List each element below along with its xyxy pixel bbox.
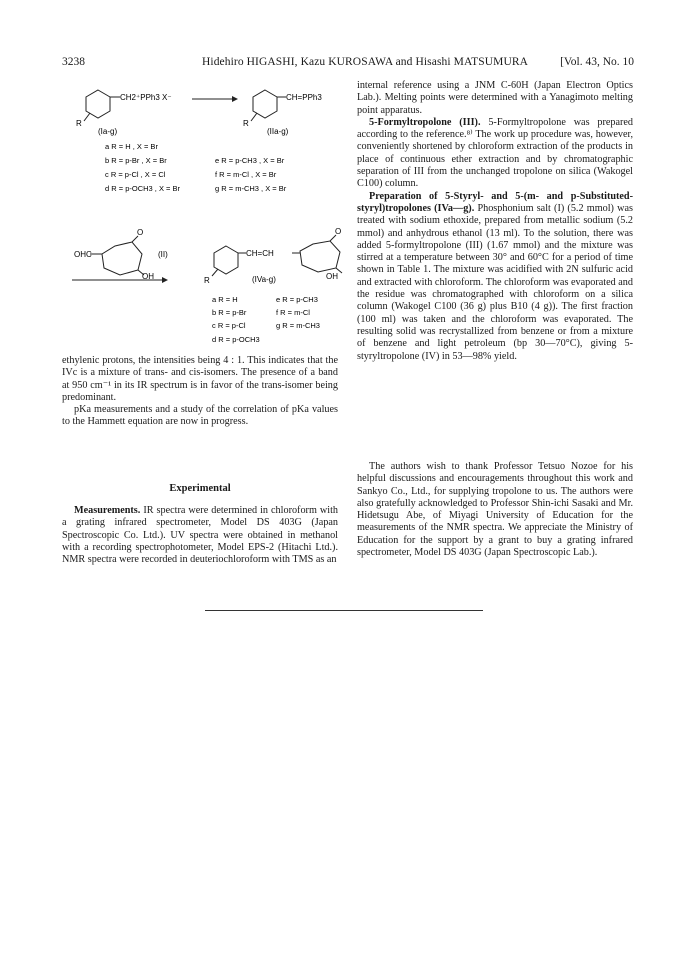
page-number: 3238 — [62, 56, 85, 68]
variant-IV-a-left: a R = H — [212, 295, 238, 304]
ylide-reagent-label: (II) — [158, 250, 168, 259]
variant-I-b-left: b R = p-Br , X = Br — [105, 156, 167, 165]
variant-I-d-left: d R = p-OCH3 , X = Br — [105, 184, 181, 193]
r-label-I: R — [76, 119, 82, 128]
reagent-group-label: CH2⁺PPh3 X⁻ — [120, 93, 172, 102]
variant-I-c-left: c R = p-Cl , X = Cl — [105, 170, 166, 179]
journal-volume: [Vol. 43, No. 10 — [560, 56, 634, 68]
r-label-II: R — [243, 119, 249, 128]
styryltropolone-heading: Preparation of 5-Styryl- and 5-(m- and p-Substituted-styryl)tropolones (IVa—g). — [357, 190, 633, 214]
ylide-structure — [251, 90, 286, 121]
tropolone-oxo-label-IV: O — [335, 227, 342, 236]
compound-IV-label: (IVa-g) — [252, 275, 276, 284]
formyltropolone-heading: 5-Formyltropolone (III). — [369, 116, 481, 128]
acknowledgements-text: The authors wish to thank Professor Tetsuo Nozoe for his helpful discussions and encouragements throughout this work and Sankyo Co., Ltd., for supplying tropolone to us. The authors were also gratefully acknowledged to Professor Shin-ichi Sasaki and Mr. Hidetsugu Abe, of Miyagi University of Education for the measurements of the NMR spectra. We appreciate the Ministry of Education for the support by a grant to buy a grating infrared spectrometer, Model DS 403G (Japan Spectroscopic Lab.). — [357, 461, 633, 559]
pka-paragraph: pKa measurements and a study of the correlation of pKa values to the Hammett equation are now in progress. — [62, 404, 338, 428]
benzyl-phosphonium-structure — [84, 90, 120, 121]
measurements-body: IR spectra were determined in chloroform with a grating infrared spectrometer, Model DS 403G (Japan Spectroscopic Co. Ltd.). UV spectra were obtained in methanol with a recording spectrophotometer, Model EPS-2 (Hitachi Ltd.). NMR spectra were recorded in deuteriochloroform with TMS as an — [62, 505, 338, 566]
styryltropolone-body: Phosphonium salt (I) (5.2 mmol) was treated with sodium ethoxide, prepared from metallic sodium (5.2 mmol) and anhydrous ethanol (13 ml). To the solution, there was added 5-formyltropolone (III) (1.67 mmol) and the mixture was stirred at a temperature between 30° and 60°C for a period of time shown in Table 1. The mixture was acidified with 2N sulfuric acid and extracted with chloroform. The chloroform was evaporated and the residue was chromatographed with chloroform on a silica column (Wakogel C100 (36 g) plus B10 (4 g)). The first fraction (100 ml) was taken and the chloroform was evaporated. The resulting solid was recrystallized from benzene or from a mixture of benzene and light petroleum (bp 30—70°C), giving 5-styryltropolone (IV) in 53—98% yield. — [357, 202, 633, 362]
acknowledgements — [357, 461, 633, 559]
tropolone-oxo-label-III: O — [137, 228, 144, 237]
variant-IV-c-right: g R = m-CH3 — [276, 321, 320, 330]
variant-I-a-left: a R = H , X = Br — [105, 142, 158, 151]
right-column-text — [357, 80, 633, 363]
measurements-paragraph — [62, 505, 338, 566]
ylide-group-label: CH=PPh3 — [286, 93, 322, 102]
r-label-IV: R — [204, 276, 210, 285]
variant-IV-b-right: f R = m-Cl — [276, 308, 310, 317]
reaction-scheme — [60, 76, 350, 351]
variant-I-c-right: f R = m-Cl , X = Br — [215, 170, 277, 179]
styryl-group-label: CH=CH — [246, 249, 274, 258]
measurements-heading: Measurements. — [74, 505, 141, 516]
running-authors: Hidehiro HIGASHI, Kazu KUROSAWA and Hisashi MATSUMURA — [202, 56, 529, 68]
styryltropolone-structure — [212, 235, 342, 276]
isomer-paragraph: ethylenic protons, the intensities being 4 : 1. This indicates that the IVc is a mixture of trans- and cis-isomers. The presence of a band at 950 cm⁻¹ in its IR spectrum is in favor of the trans-isomer being predominant. — [62, 355, 338, 403]
formyltropolone-body: 5-Formyltropolone was prepared according to the reference.⁸⁾ The work up procedure was, however, conveniently shortened by chloroform extraction of the products in place of continuous ether extraction and by chromatographic separation of III from the unchanged tropolone on silica (Wakogel C100) column. — [357, 116, 634, 190]
compound-II-label: (IIa-g) — [267, 127, 289, 136]
variant-IV-d-left: d R = p-OCH3 — [212, 335, 260, 344]
arrowhead-2 — [162, 277, 168, 283]
variant-IV-c-left: c R = p-Cl — [212, 321, 246, 330]
variant-IV-b-left: b R = p-Br — [212, 308, 247, 317]
arrowhead-1 — [232, 96, 238, 102]
aldehyde-label: OHC — [74, 250, 92, 259]
tropolone-hydroxy-label-IV: OH — [326, 272, 338, 281]
left-column-text — [62, 355, 338, 429]
variant-I-b-right: e R = p-CH3 , X = Br — [215, 156, 285, 165]
compound-I-label: (Ia-g) — [98, 127, 118, 136]
variant-IV-a-right: e R = p-CH3 — [276, 295, 318, 304]
variant-I-d-right: g R = m-CH3 , X = Br — [215, 184, 287, 193]
formyltropolone-structure — [90, 236, 144, 275]
page-header — [62, 56, 634, 72]
reference-paragraph: internal reference using a JNM C-60H (Japan Electron Optics Lab.). Melting points were determined with a Yanagimoto melting point apparatus. — [357, 80, 633, 116]
section-title-experimental: Experimental — [169, 483, 231, 494]
end-rule — [205, 610, 483, 611]
tropolone-hydroxy-label-III: OH — [142, 272, 154, 281]
